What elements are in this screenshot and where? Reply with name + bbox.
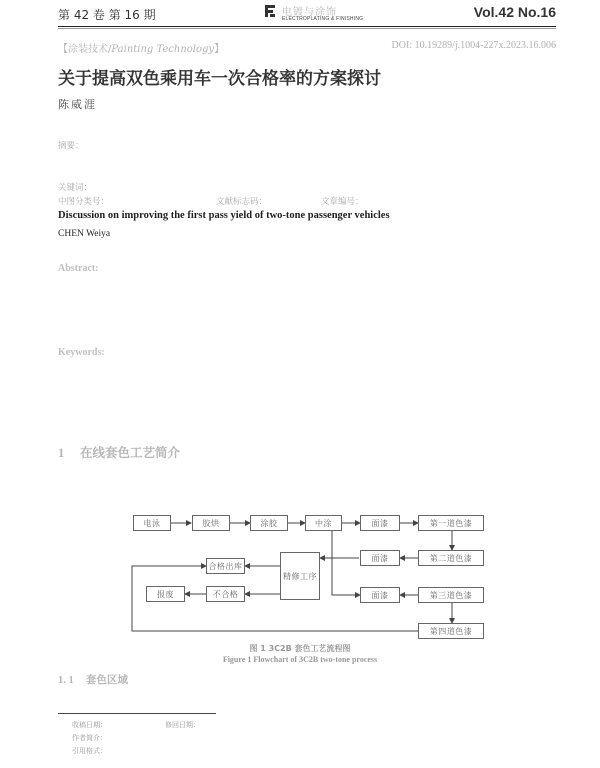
article-author: 陈威涯 [58, 98, 97, 111]
article-author-en: CHEN Weiya [58, 229, 111, 239]
section-1-title: 在线套色工艺简介 [80, 445, 181, 460]
journal-logo-icon [262, 3, 278, 19]
figure-caption-cn: 图 1 3C2B 套色工艺流程图 [249, 644, 351, 653]
flow-step-third-color: 第三道色漆 [418, 587, 484, 603]
article-title-en: Discussion on improving the first pass yield of two-tone passenger vehicles [58, 210, 390, 221]
journal-logo-en: ELECTROPLATING & FINISHING [282, 16, 364, 22]
header-divider-thin [58, 28, 556, 29]
flow-step-topcoat-1: 面漆 [360, 515, 400, 531]
abstract-label: 摘要： [58, 141, 84, 151]
doi: DOI: 10.19289/j.1004-227x.2023.16.006 [391, 40, 556, 51]
flow-step-second-color: 第二道色漆 [418, 550, 484, 566]
clc-label: 中图分类号： [58, 197, 110, 207]
header-divider [58, 26, 556, 27]
keywords-en-label: Keywords: [58, 347, 105, 358]
author-bio-label: 作者简介： [72, 734, 107, 742]
doc-code-label: 文献标志码： [216, 197, 268, 207]
section-tag [58, 40, 224, 55]
received-date-label: 收稿日期： [72, 721, 107, 729]
flow-step-pass: 合格出库 [206, 558, 245, 574]
keywords-label: 关键词： [58, 183, 93, 193]
journal-issue-en: Vol.42 No.16 [473, 4, 556, 20]
flow-step-sealing: 涂胶 [250, 515, 288, 531]
revised-date-label: 修回日期： [165, 721, 200, 729]
journal-logo [262, 3, 363, 22]
article-no-label: 文章编号： [321, 197, 364, 207]
article-title: 关于提高双色乘用车一次合格率的方案探讨 [58, 69, 381, 89]
figure-caption-en: Figure 1 Flowchart of 3C2B two-tone process [222, 655, 378, 664]
flow-step-finishing: 精修工序 [280, 552, 320, 600]
footnote-divider [58, 713, 216, 714]
flow-step-first-color: 第一道色漆 [418, 515, 484, 531]
section-1-heading [58, 443, 180, 461]
flow-step-fail: 不合格 [206, 586, 245, 602]
abstract-en-label: Abstract: [58, 263, 99, 274]
flow-step-primer: 中涂 [305, 515, 342, 531]
section-1-number: 1 [58, 446, 65, 460]
subsection-heading [58, 672, 128, 687]
journal-logo-cn: 电镀与涂饰 [282, 7, 337, 18]
subsection-number: 1. 1 [58, 675, 74, 686]
citation-label: 引用格式： [72, 747, 107, 755]
flow-step-sealer-bake: 胶烘 [192, 515, 230, 531]
flow-step-topcoat-3: 面漆 [360, 587, 400, 603]
journal-issue-cn: 第 42 卷 第 16 期 [58, 8, 156, 22]
flow-step-fourth-color: 第四道色漆 [418, 623, 484, 639]
flow-step-topcoat-2: 面漆 [360, 550, 400, 566]
subsection-title: 套色区域 [86, 674, 128, 686]
section-tag-en: Painting Technology [111, 44, 215, 55]
flow-step-electrocoat: 电泳 [133, 515, 171, 531]
flow-step-scrap: 报废 [146, 586, 185, 602]
section-tag-close: 】 [214, 44, 225, 55]
section-tag-cn: 【涂装技术/ [58, 44, 112, 55]
